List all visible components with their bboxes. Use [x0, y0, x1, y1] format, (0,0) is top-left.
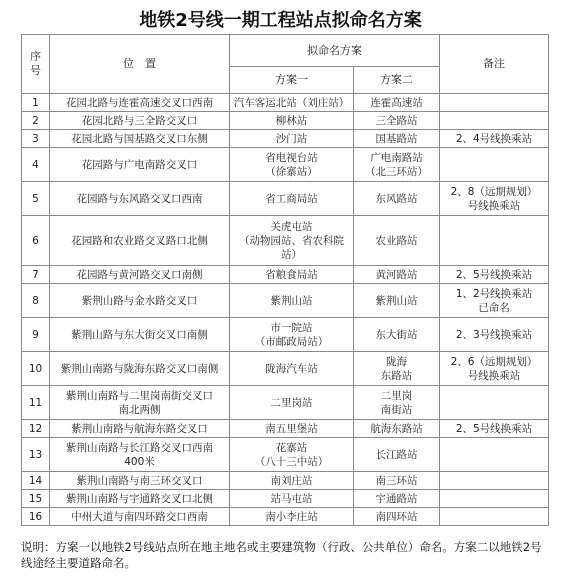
row-remark — [440, 216, 549, 266]
row-location: 紫荆山南路与长江路交叉口西南 400米 — [50, 438, 230, 472]
row-option2: 宇通路站 — [354, 490, 440, 508]
row-remark — [440, 508, 549, 526]
row-index: 15 — [22, 490, 50, 508]
row-remark — [440, 112, 549, 130]
row-option2: 农业路站 — [354, 216, 440, 266]
row-option1: 陇海汽车站 — [230, 352, 354, 386]
row-option2: 陇海 东路站 — [354, 352, 440, 386]
row-option1: 关虎屯站 （动物园站、省农科院 站） — [230, 216, 354, 266]
row-remark: 2、3号线换乘站 — [440, 318, 549, 352]
row-option2: 国基路站 — [354, 130, 440, 148]
row-option2: 连霍高速站 — [354, 94, 440, 112]
row-option2: 南三环站 — [354, 472, 440, 490]
row-option2: 航海东路站 — [354, 420, 440, 438]
table-row — [22, 112, 549, 130]
station-naming-table — [21, 34, 549, 526]
header-option1: 方案一 — [230, 67, 354, 94]
row-index: 1 — [22, 94, 50, 112]
page-title: 地铁2号线一期工程站点拟命名方案 — [139, 10, 422, 31]
table-row — [22, 352, 549, 386]
row-location: 紫荆山路与金水路交叉口 — [50, 284, 230, 318]
header-remark: 备注 — [440, 35, 549, 94]
row-option1: 南五里堡站 — [230, 420, 354, 438]
table-row — [22, 386, 549, 420]
row-option2: 广电南路站 （北三环站） — [354, 148, 440, 182]
row-index: 16 — [22, 508, 50, 526]
row-index: 2 — [22, 112, 50, 130]
row-remark — [440, 94, 549, 112]
row-option1: 二里岗站 — [230, 386, 354, 420]
row-option2: 长江路站 — [354, 438, 440, 472]
table-row — [22, 284, 549, 318]
row-remark — [440, 438, 549, 472]
row-remark: 2、5号线换乘站 — [440, 266, 549, 284]
table-row — [22, 438, 549, 472]
row-index: 10 — [22, 352, 50, 386]
row-location: 中州大道与南四环路交口西南 — [50, 508, 230, 526]
row-option1: 汽车客运北站（刘庄站） — [230, 94, 354, 112]
footnote: 说明：方案一以地铁2号线站点所在地主地名或主要建筑物（行政、公共单位）命名。方案二以地铁2号线途经主要道路命名。 — [21, 540, 542, 570]
row-option1: 站马屯站 — [230, 490, 354, 508]
row-location: 花园路和农业路交叉路口北侧 — [50, 216, 230, 266]
row-remark — [440, 148, 549, 182]
table-row — [22, 472, 549, 490]
row-location: 紫荆山南路与航海东路交叉口 — [50, 420, 230, 438]
row-remark: 2、4号线换乘站 — [440, 130, 549, 148]
row-index: 5 — [22, 182, 50, 216]
row-option2: 南四环站 — [354, 508, 440, 526]
table-row — [22, 216, 549, 266]
row-location: 花园北路与三全路交叉口 — [50, 112, 230, 130]
row-option2: 黄河路站 — [354, 266, 440, 284]
header-location: 位 置 — [50, 35, 230, 94]
row-option2: 紫荆山站 — [354, 284, 440, 318]
row-location: 花园路与黄河路交叉口南侧 — [50, 266, 230, 284]
row-index: 7 — [22, 266, 50, 284]
row-option1: 南刘庄站 — [230, 472, 354, 490]
row-index: 9 — [22, 318, 50, 352]
row-index: 12 — [22, 420, 50, 438]
row-option1: 省粮食局站 — [230, 266, 354, 284]
row-index: 4 — [22, 148, 50, 182]
row-location: 花园北路与连霍高速交叉口西南 — [50, 94, 230, 112]
row-option1: 省电视台站 （徐寨站） — [230, 148, 354, 182]
row-index: 11 — [22, 386, 50, 420]
row-remark — [440, 472, 549, 490]
row-index: 3 — [22, 130, 50, 148]
row-location: 紫荆山南路与南三环交叉口 — [50, 472, 230, 490]
row-option1: 花寨站 （八十三中站） — [230, 438, 354, 472]
row-option2: 东大街站 — [354, 318, 440, 352]
row-location: 花园路与广电南路交叉口 — [50, 148, 230, 182]
row-remark: 2、8（远期规划） 号线换乘站 — [440, 182, 549, 216]
header-option2: 方案二 — [354, 67, 440, 94]
row-location: 花园北路与国基路交叉口东侧 — [50, 130, 230, 148]
row-index: 8 — [22, 284, 50, 318]
row-option1: 省工商局站 — [230, 182, 354, 216]
row-location: 花园路与东风路交叉口西南 — [50, 182, 230, 216]
row-option1: 柳林站 — [230, 112, 354, 130]
table-row — [22, 266, 549, 284]
row-location: 紫荆山路与东大街交叉口南侧 — [50, 318, 230, 352]
table-row — [22, 94, 549, 112]
row-option1: 南小李庄站 — [230, 508, 354, 526]
row-index: 6 — [22, 216, 50, 266]
row-index: 13 — [22, 438, 50, 472]
table-row — [22, 130, 549, 148]
row-remark — [440, 490, 549, 508]
row-option1: 沙门站 — [230, 130, 354, 148]
row-remark: 1、2号线换乘站 已命名 — [440, 284, 549, 318]
header-proposed: 拟命名方案 — [230, 35, 440, 67]
table-row — [22, 318, 549, 352]
header-index: 序 号 — [22, 35, 50, 94]
row-option2: 二里岗 南街站 — [354, 386, 440, 420]
row-location: 紫荆山南路与陇海东路交叉口南侧 — [50, 352, 230, 386]
table-row — [22, 148, 549, 182]
row-remark — [440, 386, 549, 420]
row-option1: 紫荆山站 — [230, 284, 354, 318]
table-row — [22, 490, 549, 508]
row-option1: 市一院站 （市邮政局站） — [230, 318, 354, 352]
table-row — [22, 420, 549, 438]
table-row — [22, 508, 549, 526]
row-option2: 东风路站 — [354, 182, 440, 216]
row-index: 14 — [22, 472, 50, 490]
row-location: 紫荆山南路与宇通路交叉口北侧 — [50, 490, 230, 508]
row-remark: 2、5号线换乘站 — [440, 420, 549, 438]
table-row — [22, 182, 549, 216]
row-location: 紫荆山南路与二里岗南街交叉口 南北两侧 — [50, 386, 230, 420]
row-option2: 三全路站 — [354, 112, 440, 130]
row-remark: 2、6（远期规划） 号线换乘站 — [440, 352, 549, 386]
